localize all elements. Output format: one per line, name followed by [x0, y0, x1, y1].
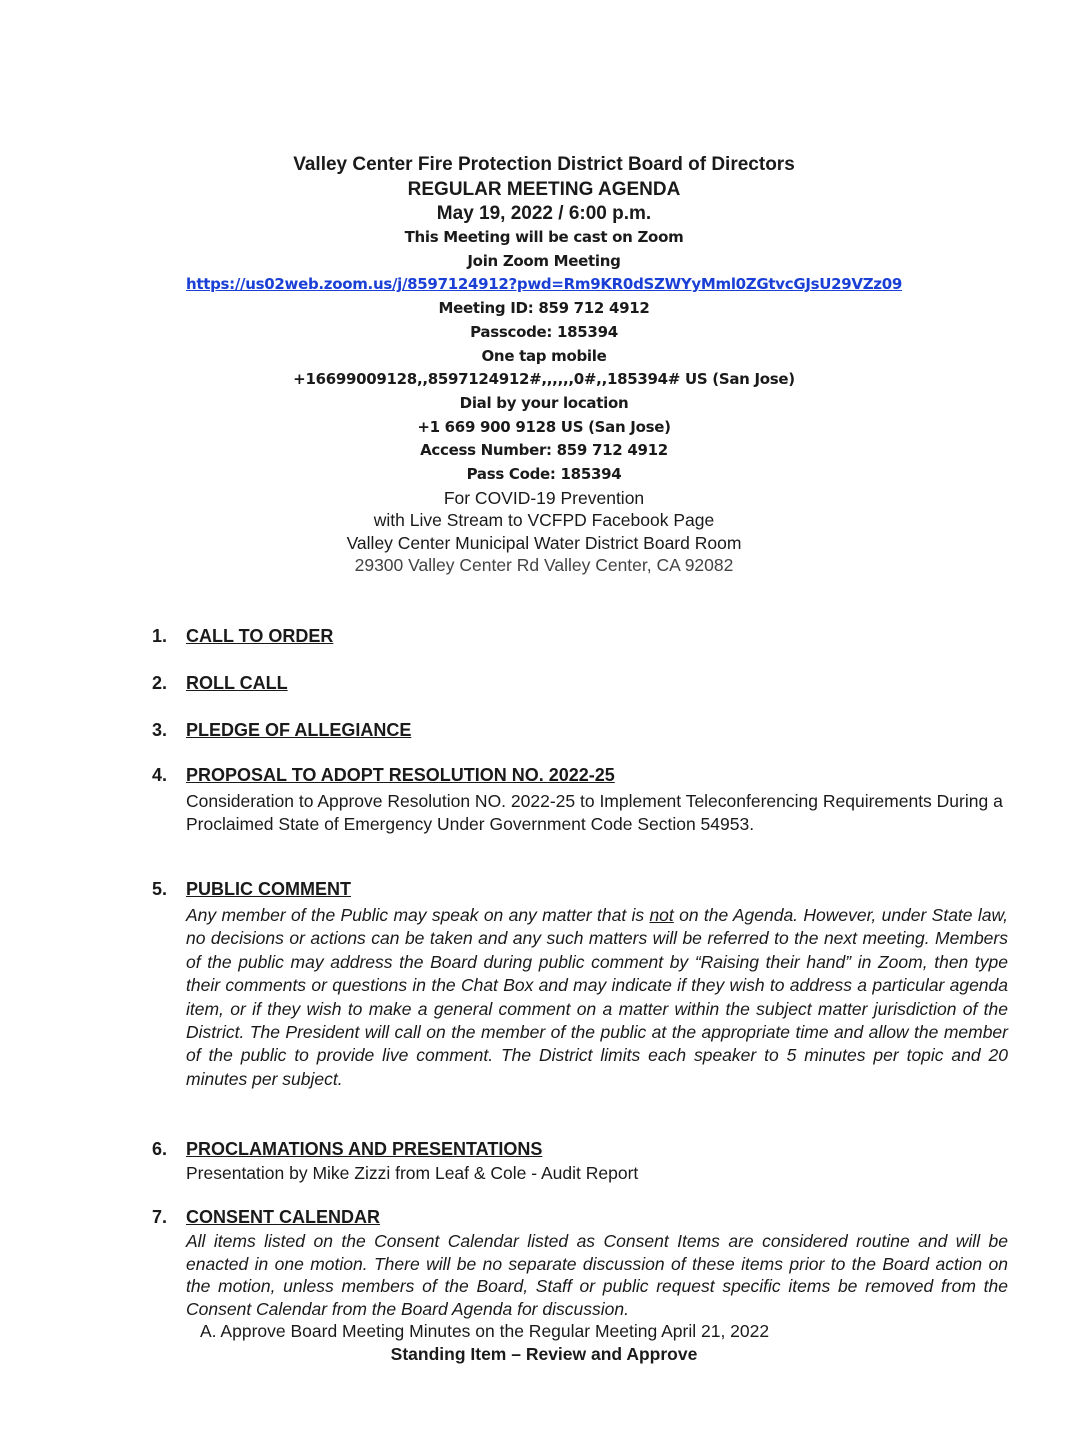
item-title: CONSENT CALENDAR	[186, 1207, 381, 1227]
zoom-pass-code: Pass Code: 185394	[466, 465, 622, 484]
standing-item-note: Standing Item – Review and Approve	[390, 1344, 698, 1364]
zoom-dial-label: Dial by your location	[459, 393, 629, 412]
zoom-one-tap-label: One tap mobile	[481, 346, 607, 365]
description-part: Any member of the Public may speak on any matter that is	[186, 905, 650, 925]
zoom-dial-number: +1 669 900 9128 US (San Jose)	[417, 417, 671, 436]
item-number: 3.	[152, 720, 168, 740]
zoom-one-tap-number: +16699009128,,8597124912#,,,,,,0#,,185394# US (San Jose)	[293, 370, 795, 389]
item-description: All items listed on the Consent Calendar listed as Consent Items are considered routine and will be enacted in one motion. There will be no separate discussion of these items prior to the Board action on the motion, unless members of the Board, Staff or public request specific items be removed from the Consent Calendar from the Board Agenda for discussion.	[186, 1231, 1008, 1319]
item-number: 1.	[152, 626, 168, 646]
zoom-cast-note: This Meeting will be cast on Zoom	[404, 228, 684, 246]
item-description: Presentation by Mike Zizzi from Leaf & Cole - Audit Report	[186, 1163, 639, 1183]
item-description: Consideration to Approve Resolution NO. 2022-25 to Implement Teleconferencing Requirements During a Proclaimed State of Emergency Under Government Code Section 54953.	[186, 791, 1003, 835]
description-emphasis: not	[649, 905, 674, 925]
item-number: 7.	[152, 1207, 168, 1227]
item-title: PUBLIC COMMENT	[186, 879, 351, 899]
description-part: on the Agenda. However, under State law, no decisions or actions can be taken and any such matters will be referred to the next meeting. Members of the public may address the Board during public comment by “Raising their hand” in Zoom, then type their comments or questions in the Chat Box and may indicate if they wish to address a particular agenda item, or if they wish to make a general comment on a matter within the subject matter jurisdiction of the District. The President will call on the member of the public at the appropriate time and allow the member of the public to provide live comment. The District limits each speaker to 5 minutes per topic and 20 minutes per subject.	[186, 905, 1008, 1089]
live-stream-note: with Live Stream to VCFPD Facebook Page	[373, 510, 715, 531]
covid-note: For COVID-19 Prevention	[443, 487, 645, 508]
venue-room: Valley Center Municipal Water District Board Room	[346, 532, 742, 553]
item-number: 5.	[152, 879, 168, 899]
item-title: ROLL CALL	[186, 673, 288, 693]
item-number: 6.	[152, 1139, 168, 1159]
item-title: PLEDGE OF ALLEGIANCE	[186, 720, 412, 740]
item-title: PROPOSAL TO ADOPT RESOLUTION NO. 2022-25	[186, 765, 615, 785]
item-title: CALL TO ORDER	[186, 626, 334, 646]
zoom-meeting-link[interactable]: https://us02web.zoom.us/j/8597124912?pwd=Rm9KR0dSZWYyMml0ZGtvcGJsU29VZz09	[186, 275, 902, 294]
item-number: 4.	[152, 765, 168, 785]
zoom-join-label: Join Zoom Meeting	[467, 251, 621, 270]
board-title: Valley Center Fire Protection District Board of Directors	[293, 154, 795, 175]
zoom-passcode: Passcode: 185394	[470, 322, 618, 341]
meeting-date: May 19, 2022 / 6:00 p.m.	[436, 203, 652, 224]
agenda-subtitle: REGULAR MEETING AGENDA	[407, 179, 681, 200]
venue-address: 29300 Valley Center Rd Valley Center, CA 92082	[354, 555, 734, 576]
zoom-meeting-id: Meeting ID: 859 712 4912	[438, 299, 650, 318]
zoom-access-number: Access Number: 859 712 4912	[420, 441, 668, 460]
item-number: 2.	[152, 673, 168, 693]
item-title: PROCLAMATIONS AND PRESENTATIONS	[186, 1139, 543, 1159]
consent-item-a: A. Approve Board Meeting Minutes on the Regular Meeting April 21, 2022	[200, 1321, 770, 1341]
agenda-header	[0, 152, 1088, 577]
item-description	[186, 904, 1008, 1091]
